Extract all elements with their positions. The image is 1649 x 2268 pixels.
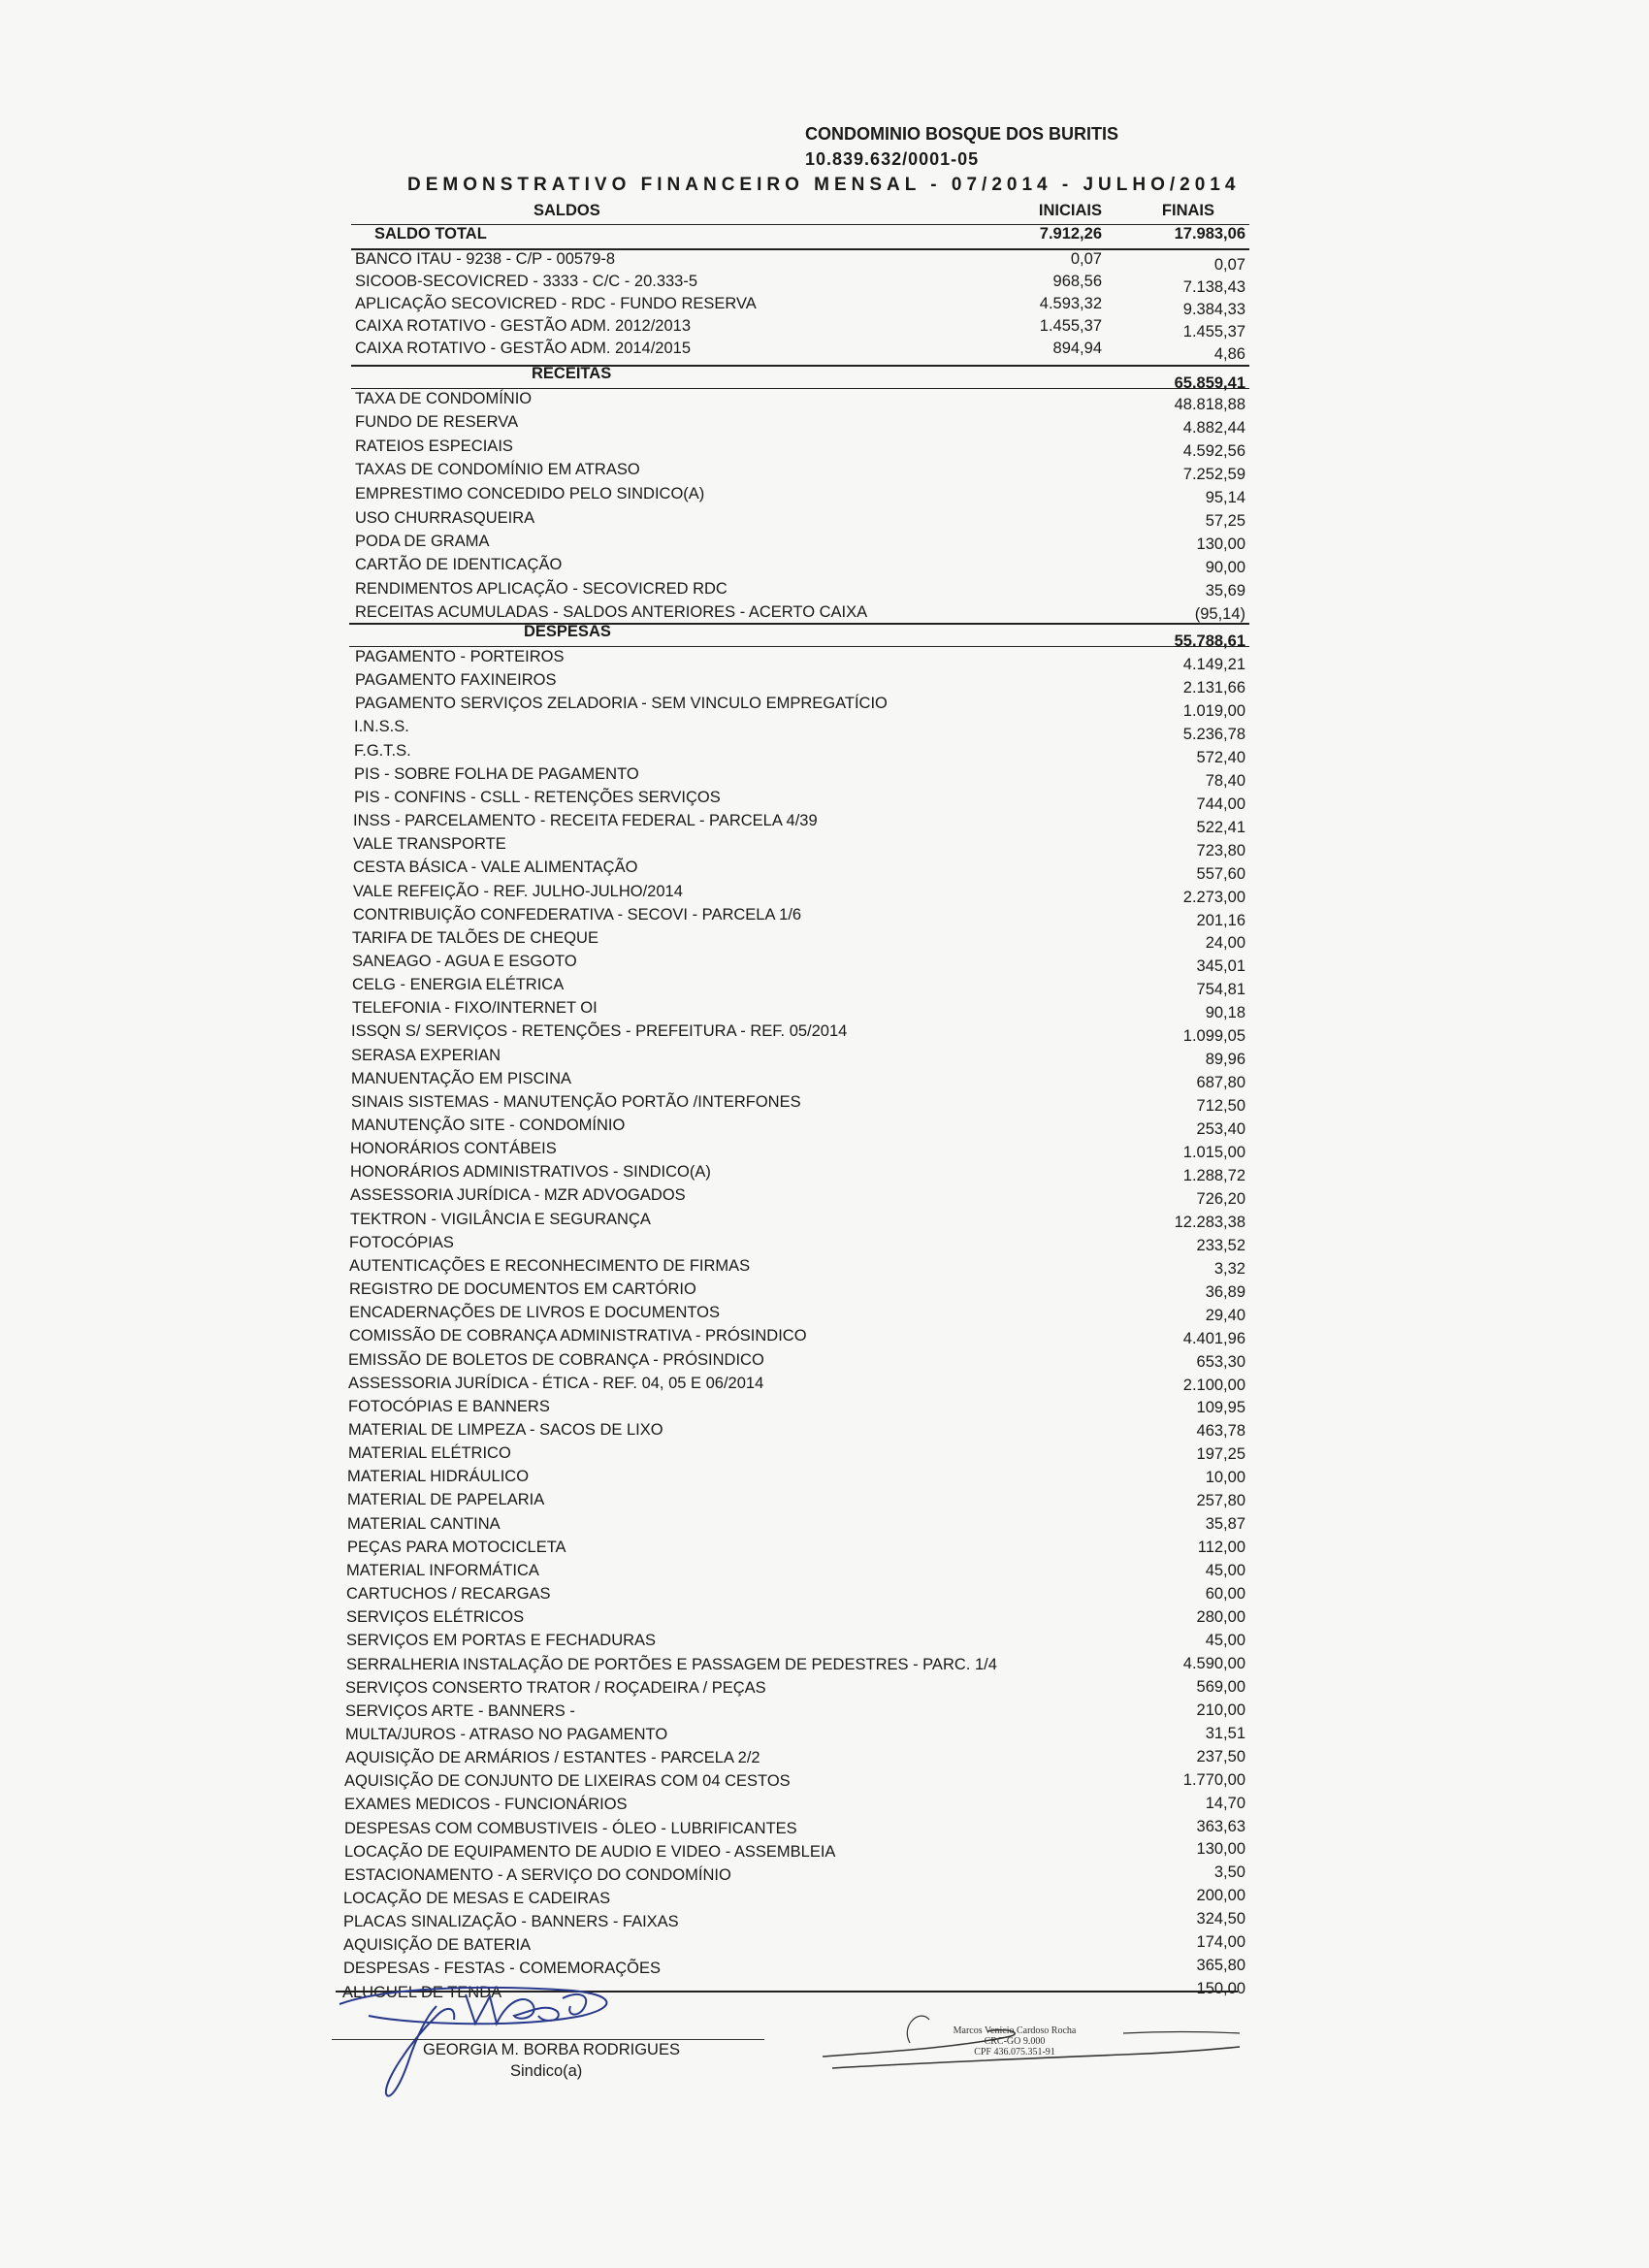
despesa-row-value: 257,80 — [1196, 1492, 1245, 1510]
despesa-row-value: 687,80 — [1196, 1074, 1245, 1092]
despesa-row-value: 233,52 — [1196, 1236, 1245, 1254]
despesa-row-value: 363,63 — [1196, 1817, 1245, 1835]
saldo-row-finais: 9.384,33 — [1182, 301, 1245, 318]
despesa-row-label: AUTENTICAÇÕES E RECONHECIMENTO DE FIRMAS — [349, 1256, 751, 1275]
despesa-row — [347, 904, 1249, 929]
despesa-row — [342, 1416, 1245, 1441]
despesa-row — [347, 881, 1249, 906]
despesa-row — [338, 1952, 1245, 1978]
receita-row — [349, 507, 1251, 529]
despesa-row — [346, 951, 1248, 976]
condominium-name: CONDOMINIO BOSQUE DOS BURITIS — [805, 124, 1119, 144]
despesa-row — [345, 1090, 1247, 1115]
receitas-header-row — [349, 365, 1251, 392]
saldo-row — [349, 250, 1251, 272]
despesa-row — [339, 1789, 1245, 1814]
receita-row — [349, 390, 1251, 411]
despesa-row-label: FOTOCÓPIAS E BANNERS — [348, 1397, 550, 1415]
receita-row-value: 35,69 — [1205, 581, 1245, 599]
despesa-row-label: PAGAMENTO FAXINEIROS — [355, 671, 557, 690]
despesas-rule-bottom — [349, 646, 1249, 647]
despesa-row — [343, 1323, 1245, 1345]
receita-row — [349, 578, 1251, 599]
despesa-row-value: 522,41 — [1196, 818, 1245, 836]
despesa-row-value: 1.019,00 — [1182, 701, 1245, 720]
despesa-row-label: SINAIS SISTEMAS - MANUTENÇÃO PORTÃO /INTERFONES — [351, 1092, 801, 1111]
despesa-row-value: 130,00 — [1196, 1840, 1245, 1859]
saldo-row-iniciais: 968,56 — [1052, 273, 1102, 290]
despesa-row-value: 31,51 — [1205, 1724, 1245, 1742]
accountant-stamp-crc: CRC-GO 9.000 — [984, 2036, 1046, 2047]
despesa-row — [340, 1579, 1243, 1601]
despesas-total: 55.788,61 — [1174, 632, 1245, 650]
receita-row-value: 7.252,59 — [1182, 465, 1245, 483]
despesa-row — [344, 1183, 1246, 1208]
receita-row-label: PODA DE GRAMA — [355, 532, 490, 550]
despesa-row — [345, 1044, 1247, 1069]
despesa-row-label: MANUTENÇÃO SITE - CONDOMÍNIO — [351, 1117, 626, 1134]
despesa-row-value: 744,00 — [1196, 794, 1245, 813]
receita-row — [349, 437, 1251, 458]
despesa-row — [342, 1370, 1245, 1394]
receita-row-value: 95,14 — [1205, 488, 1245, 506]
despesa-row-value: 324,50 — [1196, 1910, 1245, 1928]
despesa-row — [339, 1766, 1245, 1791]
despesa-row-value: 35,87 — [1205, 1515, 1245, 1534]
despesa-row-label: AQUISIÇÃO DE CONJUNTO DE LIXEIRAS COM 04 CESTOS — [344, 1772, 791, 1791]
despesa-row-label: CELG - ENERGIA ELÉTRICA — [352, 976, 565, 994]
despesa-row-label: COMISSÃO DE COBRANÇA ADMINISTRATIVA - PRÓSINDICO — [349, 1327, 807, 1345]
saldo-row-finais: 1.455,37 — [1182, 323, 1245, 340]
despesa-row-value: 29,40 — [1205, 1306, 1245, 1324]
despesa-row — [346, 997, 1248, 1022]
despesa-row — [338, 1928, 1245, 1955]
receita-row-label: CARTÃO DE IDENTICAÇÃO — [355, 556, 563, 574]
despesa-row-label: TARIFA DE TALÕES DE CHEQUE — [352, 928, 598, 947]
receita-row — [349, 461, 1251, 482]
despesa-row — [340, 1603, 1245, 1627]
despesa-row — [348, 741, 1250, 766]
despesa-row-value: 723,80 — [1196, 841, 1245, 859]
despesa-row — [340, 1696, 1245, 1720]
sindico-signature-line — [332, 2039, 764, 2040]
saldo-row-iniciais: 1.455,37 — [1039, 317, 1102, 335]
despesa-row — [345, 1114, 1247, 1138]
saldo-row-finais: 0,07 — [1213, 256, 1245, 274]
despesa-row — [341, 1509, 1245, 1534]
receita-row — [349, 413, 1251, 435]
despesa-row — [348, 718, 1250, 743]
despesa-row-value: 4.149,21 — [1182, 656, 1245, 673]
despesa-row — [340, 1649, 1245, 1673]
receita-row-label: RENDIMENTOS APLICAÇÃO - SECOVICRED RDC — [355, 579, 728, 598]
despesa-row-label: ENCADERNAÇÕES DE LIVROS E DOCUMENTOS — [349, 1304, 721, 1322]
saldo-row-iniciais: 894,94 — [1052, 340, 1102, 357]
despesa-row — [341, 1533, 1245, 1557]
despesa-row-value: 10,00 — [1205, 1469, 1245, 1487]
despesa-row-label: VALE REFEIÇÃO - REF. JULHO-JULHO/2014 — [353, 882, 683, 900]
saldos-heading: SALDOS — [534, 202, 600, 219]
despesa-row-value: 1.770,00 — [1182, 1770, 1245, 1789]
despesa-row-label: MATERIAL INFORMÁTICA — [346, 1561, 539, 1579]
despesa-row-label: AQUISIÇÃO DE ARMÁRIOS / ESTANTES - PARCELA 2/2 — [345, 1749, 760, 1766]
despesa-row-value: 572,40 — [1196, 748, 1245, 766]
despesa-row-label: CARTUCHOS / RECARGAS — [346, 1585, 551, 1603]
despesa-row — [344, 1160, 1246, 1182]
despesa-row — [340, 1742, 1245, 1766]
despesa-row-label: VALE TRANSPORTE — [353, 835, 506, 854]
receita-row-label: TAXAS DE CONDOMÍNIO EM ATRASO — [355, 461, 640, 479]
despesa-row-value: 1.015,00 — [1182, 1144, 1245, 1161]
despesa-row-value: 78,40 — [1205, 771, 1245, 790]
saldo-row-label: APLICAÇÃO SECOVICRED - RDC - FUNDO RESERVA — [355, 295, 757, 312]
despesa-row-value: 112,00 — [1197, 1539, 1245, 1557]
despesa-row-label: FOTOCÓPIAS — [349, 1233, 454, 1251]
saldo-total-row — [349, 225, 1251, 246]
despesa-row-value: 253,40 — [1196, 1120, 1245, 1138]
saldo-row — [349, 273, 1251, 294]
saldo-row-label: CAIXA ROTATIVO - GESTÃO ADM. 2012/2013 — [355, 317, 692, 335]
despesa-row-label: CONTRIBUIÇÃO CONFEDERATIVA - SECOVI - PARCELA 1/6 — [353, 905, 802, 923]
despesa-row — [344, 1207, 1246, 1231]
despesa-row — [339, 1859, 1245, 1884]
despesa-row-label: I.N.S.S. — [354, 718, 409, 736]
despesa-row-value: 280,00 — [1196, 1607, 1245, 1626]
despesa-row-value: 150,00 — [1196, 1980, 1245, 1998]
despesa-row — [348, 764, 1250, 790]
saldo-row — [349, 295, 1251, 316]
receita-row — [349, 531, 1251, 552]
sindico-role: Sindico(a) — [510, 2062, 583, 2080]
despesa-row — [340, 1626, 1245, 1650]
despesa-row-label: HONORÁRIOS ADMINISTRATIVOS - SINDICO(A) — [350, 1163, 711, 1182]
despesa-row-label: HONORÁRIOS CONTÁBEIS — [350, 1140, 557, 1158]
receitas-total: 65.859,41 — [1174, 374, 1245, 392]
despesa-row-value: 3,50 — [1213, 1863, 1245, 1882]
despesa-row-value: 210,00 — [1196, 1701, 1245, 1719]
despesa-row-label: MULTA/JUROS - ATRASO NO PAGAMENTO — [345, 1725, 668, 1743]
receita-row-value: (95,14) — [1194, 604, 1245, 623]
sindico-name: GEORGIA M. BORBA RODRIGUES — [423, 2041, 680, 2058]
despesa-row-value: 2.273,00 — [1182, 888, 1245, 906]
despesa-row-value: 109,95 — [1196, 1399, 1245, 1417]
despesas-heading: DESPESAS — [524, 623, 611, 640]
despesa-row-label: INSS - PARCELAMENTO - RECEITA FEDERAL - PARCELA 4/39 — [353, 812, 818, 830]
despesa-row — [343, 1277, 1245, 1301]
saldo-row-iniciais: 4.593,32 — [1039, 295, 1102, 312]
despesa-row-label: SERVIÇOS EM PORTAS E FECHADURAS — [346, 1632, 657, 1650]
despesa-row-label: MATERIAL HIDRÁULICO — [347, 1468, 530, 1486]
despesa-row-label: MANUENTAÇÃO EM PISCINA — [351, 1069, 572, 1087]
despesa-row-value: 712,50 — [1196, 1097, 1245, 1115]
despesa-row-label: ALUGUEL DE TENDA — [342, 1983, 502, 2001]
despesa-row — [340, 1556, 1243, 1577]
despesa-row-label: PAGAMENTO SERVIÇOS ZELADORIA - SEM VINCULO EMPREGATÍCIO — [355, 695, 888, 713]
receita-row-value: 4.592,56 — [1182, 441, 1245, 460]
despesa-row-value: 36,89 — [1205, 1282, 1245, 1301]
despesa-row-label: ESTACIONAMENTO - A SERVIÇO DO CONDOMÍNIO — [344, 1865, 731, 1884]
saldo-row-label: CAIXA ROTATIVO - GESTÃO ADM. 2014/2015 — [355, 340, 692, 357]
despesa-row-value: 201,16 — [1196, 911, 1245, 929]
statement-title: DEMONSTRATIVO FINANCEIRO MENSAL - 07/2014 - JULHO/2014 — [407, 175, 1241, 195]
despesa-row-label: SANEAGO - AGUA E ESGOTO — [352, 952, 577, 970]
despesa-row — [349, 671, 1251, 697]
saldo-row-finais: 7.138,43 — [1182, 278, 1245, 296]
receita-row-value: 90,00 — [1205, 558, 1245, 576]
despesa-row-value: 237,50 — [1196, 1747, 1245, 1766]
despesa-row-label: MATERIAL DE PAPELARIA — [347, 1491, 545, 1509]
despesa-row-value: 726,20 — [1196, 1189, 1245, 1208]
despesa-row — [349, 648, 1251, 673]
despesa-row-value: 4.590,00 — [1182, 1654, 1245, 1672]
despesa-row — [348, 788, 1250, 813]
despesa-row — [346, 974, 1248, 999]
despesa-row-label: LOCAÇÃO DE EQUIPAMENTO DE AUDIO E VIDEO - ASSEMBLEIA — [344, 1842, 836, 1861]
despesa-row — [347, 858, 1249, 883]
despesa-row-label: LOCAÇÃO DE MESAS E CADEIRAS — [343, 1889, 611, 1907]
despesa-row-value: 24,00 — [1205, 934, 1245, 953]
saldo-row — [349, 317, 1251, 339]
receita-row-value: 130,00 — [1196, 535, 1245, 553]
despesa-row-label: MATERIAL CANTINA — [347, 1514, 501, 1533]
despesa-row-label: MATERIAL ELÉTRICO — [348, 1444, 511, 1463]
cnpj: 10.839.632/0001-05 — [805, 149, 980, 169]
despesa-row-value: 12.283,38 — [1174, 1213, 1245, 1231]
despesa-row-label: TELEFONIA - FIXO/INTERNET OI — [352, 999, 598, 1018]
receita-row-value: 57,25 — [1205, 512, 1245, 530]
despesa-row-value: 90,18 — [1205, 1004, 1245, 1022]
despesa-row-value: 557,60 — [1196, 864, 1245, 883]
saldo-row — [349, 340, 1251, 361]
despesa-row-label: DESPESAS - FESTAS - COMEMORAÇÕES — [343, 1960, 661, 1978]
despesa-row — [342, 1393, 1245, 1417]
despesa-row-value: 1.099,05 — [1182, 1027, 1245, 1046]
despesa-row-label: SERRALHERIA INSTALAÇÃO DE PORTÕES E PASSAGEM DE PEDESTRES - PARC. 1/4 — [346, 1655, 997, 1673]
despesa-row-label: CESTA BÁSICA - VALE ALIMENTAÇÃO — [353, 859, 638, 877]
col-finais: FINAIS — [1161, 202, 1214, 219]
despesa-row — [338, 1905, 1245, 1931]
despesa-row — [347, 811, 1249, 836]
despesa-row-label: PIS - SOBRE FOLHA DE PAGAMENTO — [354, 764, 639, 783]
accountant-stamp-name: Marcos Venicio Cardoso Rocha — [953, 2025, 1077, 2036]
despesa-row-value: 5.236,78 — [1182, 725, 1245, 743]
despesa-row-label: ISSQN S/ SERVIÇOS - RETENÇÕES - PREFEITURA - REF. 05/2014 — [351, 1022, 848, 1041]
despesa-row-value: 197,25 — [1196, 1445, 1245, 1464]
accountant-stamp — [918, 2025, 1112, 2057]
despesa-row-value: 2.100,00 — [1182, 1376, 1245, 1394]
despesa-row — [342, 1440, 1245, 1464]
col-iniciais: INICIAIS — [1038, 202, 1102, 219]
despesa-row-label: ASSESSORIA JURÍDICA - MZR ADVOGADOS — [350, 1186, 686, 1205]
despesa-row-label: MATERIAL DE LIMPEZA - SACOS DE LIXO — [348, 1421, 663, 1439]
despesa-row-value: 2.131,66 — [1182, 679, 1245, 697]
saldo-total-finais: 17.983,06 — [1174, 225, 1245, 243]
receita-row-label: TAXA DE CONDOMÍNIO — [355, 390, 533, 407]
saldo-total-label: SALDO TOTAL — [374, 225, 487, 243]
despesa-row — [349, 695, 1251, 720]
despesa-row-label: SERVIÇOS CONSERTO TRATOR / ROÇADEIRA / PEÇAS — [345, 1678, 766, 1697]
despesa-row — [341, 1463, 1245, 1487]
despesa-row-label: EMISSÃO DE BOLETOS DE COBRANÇA - PRÓSINDICO — [348, 1350, 764, 1369]
receita-row-label: RECEITAS ACUMULADAS - SALDOS ANTERIORES - ACERTO CAIXA — [355, 603, 868, 622]
despesa-row — [338, 1882, 1245, 1907]
despesa-row — [344, 1137, 1246, 1161]
saldo-row-finais: 4,86 — [1213, 345, 1245, 363]
despesa-row — [342, 1346, 1245, 1371]
despesa-row-value: 4.401,96 — [1182, 1329, 1245, 1347]
despesa-row — [339, 1835, 1245, 1861]
despesa-row-value: 89,96 — [1205, 1051, 1245, 1069]
receita-row-label: RATEIOS ESPECIAIS — [355, 437, 513, 455]
despesa-row-label: TEKTRON - VIGILÂNCIA E SEGURANÇA — [350, 1210, 651, 1228]
despesa-row-value: 60,00 — [1205, 1585, 1245, 1603]
receita-row-value: 4.882,44 — [1182, 418, 1245, 437]
despesa-row-value: 365,80 — [1196, 1957, 1245, 1975]
despesa-row — [340, 1719, 1245, 1743]
saldo-total-iniciais: 7.912,26 — [1039, 225, 1102, 243]
despesa-row — [345, 1021, 1247, 1046]
saldos-header-row — [349, 202, 1251, 223]
despesas-header-row — [349, 623, 1251, 650]
despesa-row — [346, 927, 1248, 953]
despesa-row-value: 569,00 — [1196, 1677, 1245, 1696]
despesa-row-value: 754,81 — [1196, 981, 1245, 999]
receita-row — [349, 484, 1251, 505]
saldo-row-label: SICOOB-SECOVICRED - 3333 - C/C - 20.333-5 — [355, 273, 698, 290]
despesa-row-value: 463,78 — [1196, 1422, 1245, 1441]
despesa-row — [343, 1230, 1245, 1254]
despesa-row-label: PEÇAS PARA MOTOCICLETA — [347, 1538, 566, 1556]
accountant-stamp-cpf: CPF 436.075.351-91 — [974, 2047, 1055, 2057]
despesa-row-label: F.G.T.S. — [354, 741, 411, 760]
saldo-row-label: BANCO ITAU - 9238 - C/P - 00579-8 — [355, 250, 616, 268]
despesa-row-label: AQUISIÇÃO DE BATERIA — [343, 1936, 532, 1955]
despesa-row-label: PAGAMENTO - PORTEIROS — [355, 648, 565, 665]
despesa-row-value: 3,32 — [1213, 1259, 1245, 1278]
despesa-row — [339, 1812, 1245, 1837]
despesa-row-value: 345,01 — [1196, 957, 1245, 976]
despesa-row — [343, 1253, 1245, 1278]
despesa-row-label: REGISTRO DE DOCUMENTOS EM CARTÓRIO — [349, 1280, 696, 1298]
despesa-row-label: SERASA EXPERIAN — [351, 1046, 501, 1064]
despesa-row — [343, 1300, 1245, 1324]
receitas-heading: RECEITAS — [532, 365, 612, 382]
receita-row-label: EMPRESTIMO CONCEDIDO PELO SINDICO(A) — [355, 484, 705, 502]
despesa-row-label: PIS - CONFINS - CSLL - RETENÇÕES SERVIÇOS — [354, 788, 721, 806]
despesa-row-value: 45,00 — [1205, 1631, 1245, 1649]
despesa-row — [341, 1486, 1245, 1510]
despesa-row-label: ASSESSORIA JURÍDICA - ÉTICA - REF. 04, 05 E 06/2014 — [348, 1374, 764, 1392]
despesa-row — [345, 1067, 1247, 1092]
despesa-row-value: 45,00 — [1205, 1562, 1245, 1579]
despesa-row — [340, 1672, 1245, 1697]
despesa-row-label: SERVIÇOS ARTE - BANNERS - — [345, 1701, 575, 1720]
despesa-row-value: 174,00 — [1196, 1933, 1245, 1952]
receitas-rule-bottom — [351, 388, 1249, 389]
receita-row-label: FUNDO DE RESERVA — [355, 413, 519, 432]
despesa-row-label: SERVIÇOS ELÉTRICOS — [346, 1608, 525, 1627]
despesa-row-label: PLACAS SINALIZAÇÃO - BANNERS - FAIXAS — [343, 1913, 679, 1931]
saldo-row-iniciais: 0,07 — [1070, 250, 1102, 268]
despesa-row-label: DESPESAS COM COMBUSTIVEIS - ÓLEO - LUBRIFICANTES — [344, 1819, 797, 1837]
receita-row-value: 48.818,88 — [1174, 396, 1245, 413]
receita-row — [349, 554, 1251, 575]
despesa-row-value: 653,30 — [1196, 1352, 1245, 1371]
despesa-row-value: 14,70 — [1205, 1794, 1245, 1812]
despesa-row — [347, 834, 1249, 859]
despesa-row-value: 1.288,72 — [1182, 1166, 1245, 1184]
despesa-row-value: 200,00 — [1196, 1887, 1245, 1905]
despesa-row-label: EXAMES MEDICOS - FUNCIONÁRIOS — [344, 1796, 628, 1814]
receita-row-label: USO CHURRASQUEIRA — [355, 508, 535, 527]
receita-row — [349, 601, 1251, 623]
